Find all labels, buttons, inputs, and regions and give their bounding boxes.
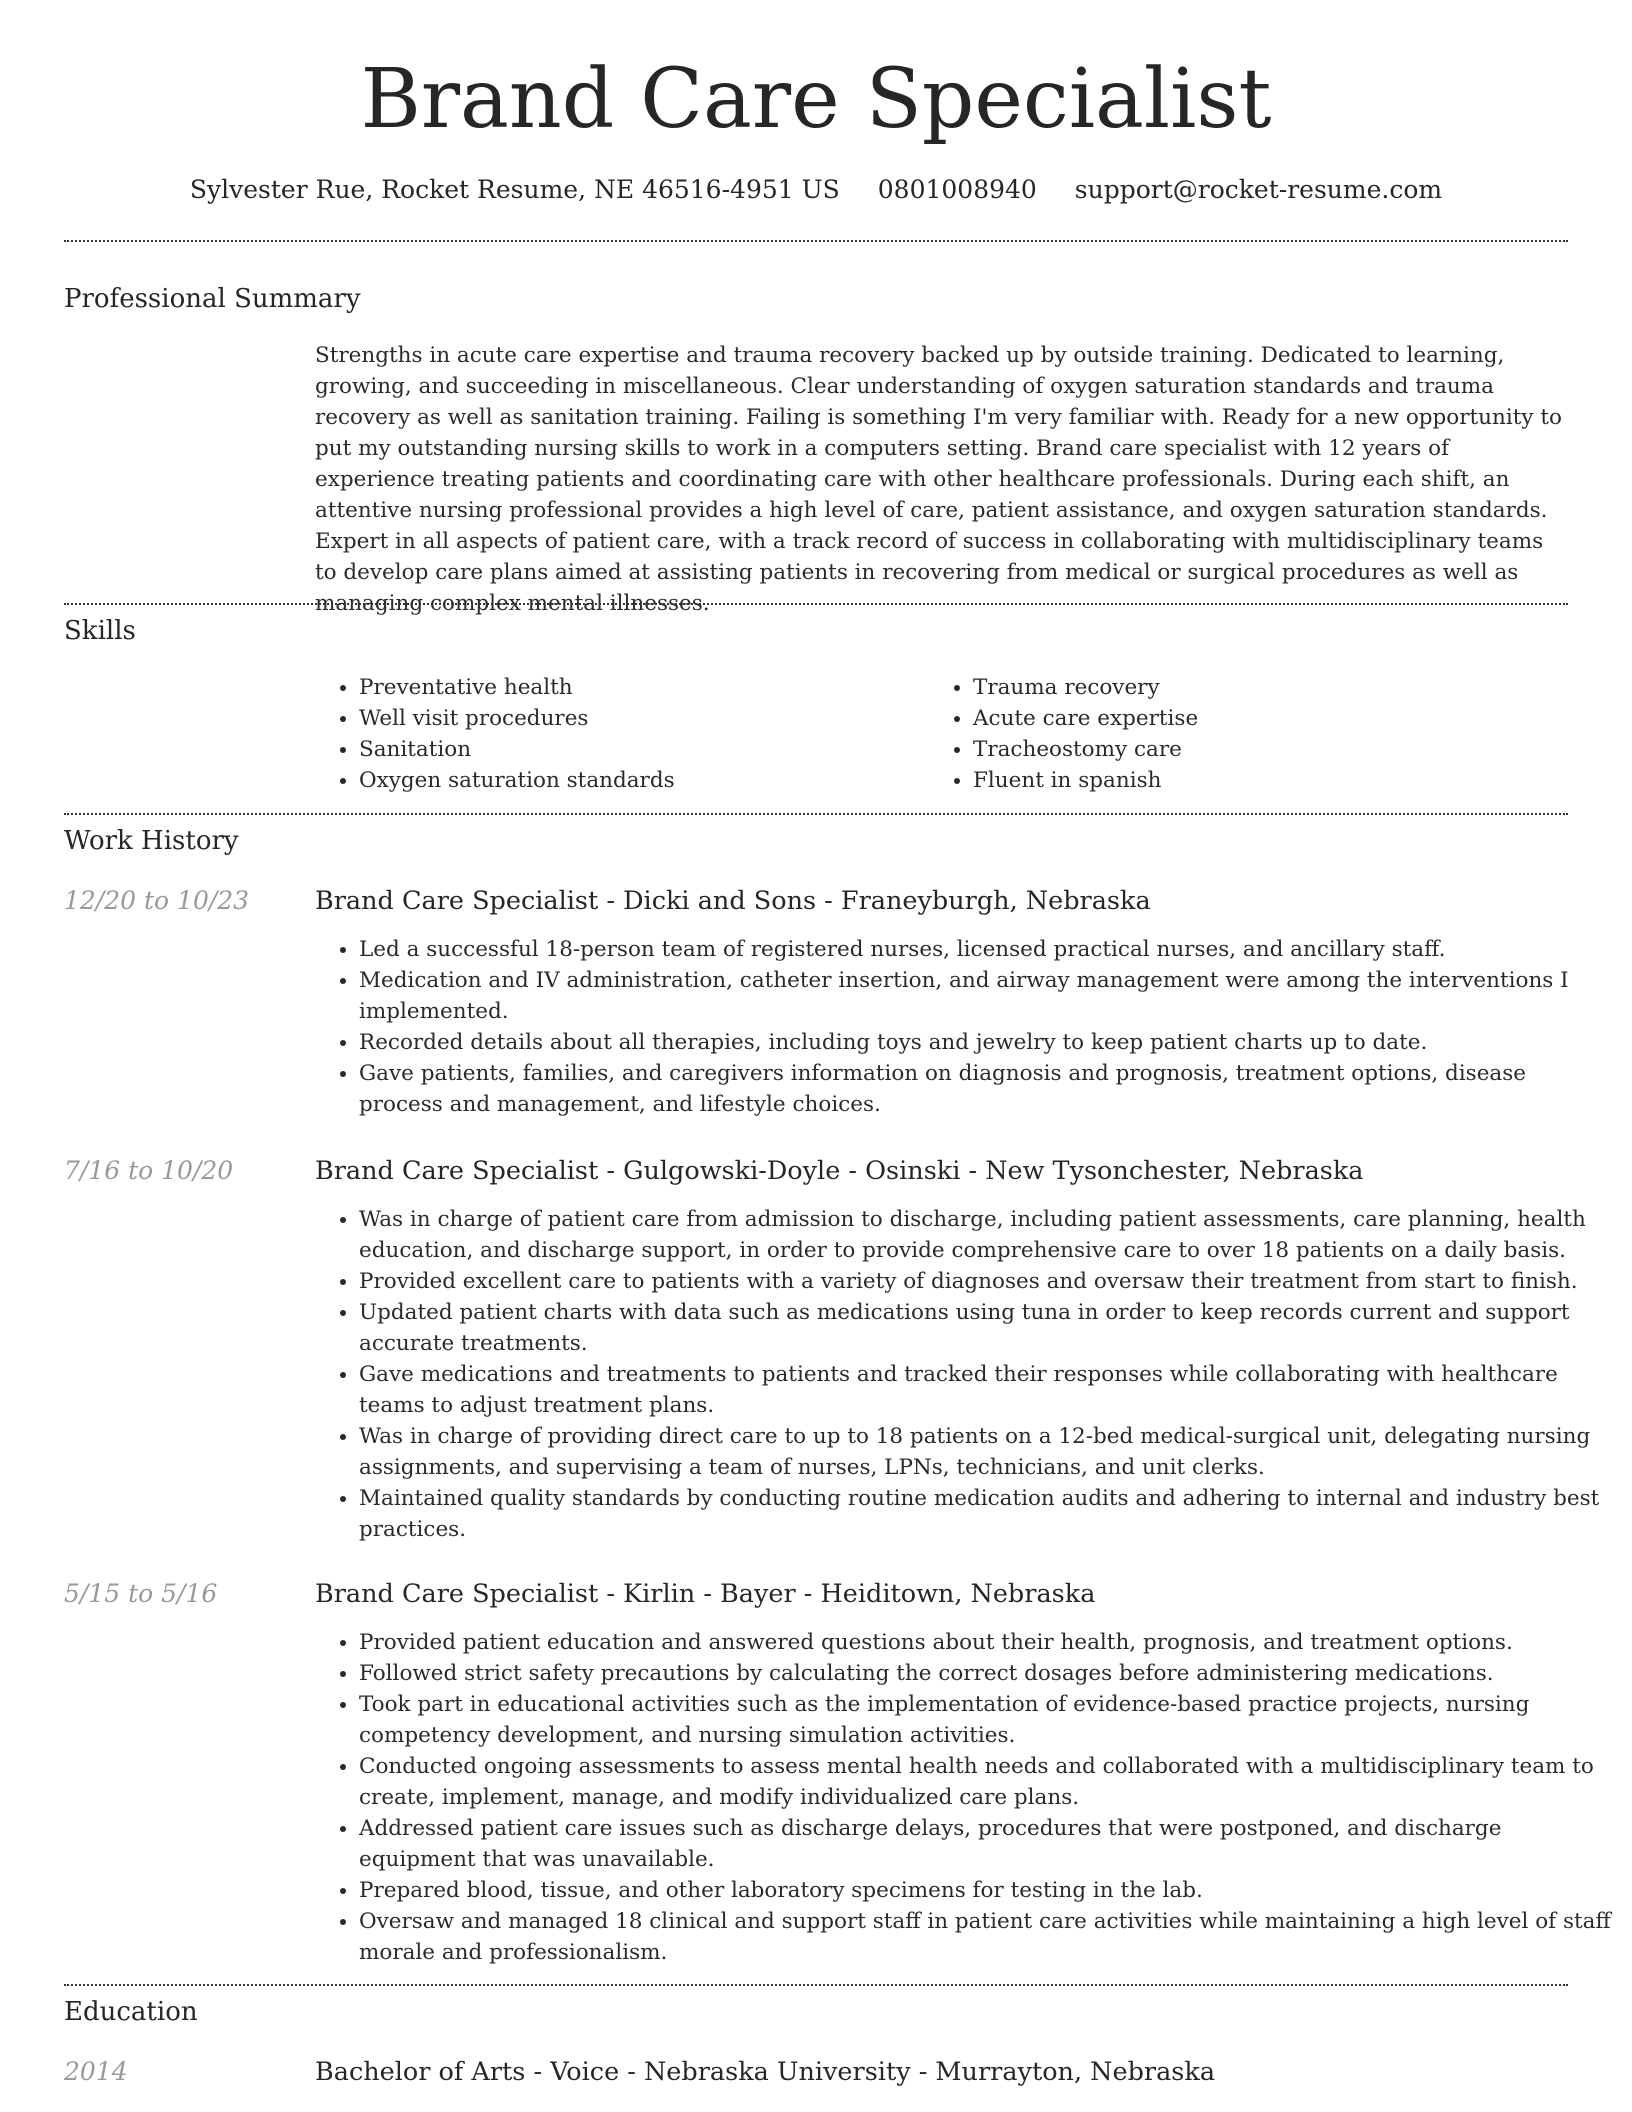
education-title xyxy=(315,2055,1215,2089)
job-details: - Dicki and Sons - Franeyburgh, Nebraska xyxy=(598,886,1151,916)
skill-item: • Sanitation xyxy=(359,734,675,765)
list-item: • Maintained quality standards by conducting routine medication audits and adhering to internal and industry best practices. xyxy=(359,1483,1616,1545)
list-item: • Updated patient charts with data such as medications using tuna in order to keep records current and support accurate treatments. xyxy=(359,1297,1616,1359)
contact-line xyxy=(0,170,1632,210)
job-bullets xyxy=(315,934,1616,1120)
list-item: • Addressed patient care issues such as discharge delays, procedures that were postponed, and discharge equipment that was unavailable. xyxy=(359,1813,1616,1875)
job-details: - Gulgowski-Doyle - Osinski - New Tysonchester, Nebraska xyxy=(598,1156,1364,1186)
list-item: • Recorded details about all therapies, including toys and jewelry to keep patient charts up to date. xyxy=(359,1027,1616,1058)
list-item: • Conducted ongoing assessments to assess mental health needs and collaborated with a multidisciplinary team to create, implement, manage, and modify individualized care plans. xyxy=(359,1751,1616,1813)
education-degree: Bachelor of Arts xyxy=(315,2057,526,2087)
section-divider xyxy=(64,240,1568,242)
job-role: Brand Care Specialist xyxy=(315,1579,599,1609)
skill-item: • Tracheostomy care xyxy=(973,734,1198,765)
job-dates: 12/20 to 10/23 xyxy=(64,886,250,915)
skills-heading: Skills xyxy=(64,616,136,646)
education-heading: Education xyxy=(64,1997,198,2027)
page-title: Brand Care Specialist xyxy=(360,52,1272,147)
contact-email: support@rocket-resume.com xyxy=(1074,175,1443,204)
work-heading: Work History xyxy=(64,826,239,856)
section-divider xyxy=(64,603,1568,605)
list-item: • Gave patients, families, and caregivers information on diagnosis and prognosis, treatment options, disease process and management, and lifestyle choices. xyxy=(359,1058,1616,1120)
list-item: • Was in charge of providing direct care to up to 18 patients on a 12-bed medical-surgical unit, delegating nursing assignments, and supervising a team of nurses, LPNs, technicians, and unit clerks. xyxy=(359,1421,1616,1483)
job-role: Brand Care Specialist xyxy=(315,886,599,916)
list-item: • Provided excellent care to patients with a variety of diagnoses and oversaw their treatment from start to finish. xyxy=(359,1266,1616,1297)
list-item: • Medication and IV administration, catheter insertion, and airway management were among the interventions I implemented. xyxy=(359,965,1616,1027)
job-dates: 7/16 to 10/20 xyxy=(64,1156,234,1185)
job-bullets xyxy=(315,1204,1616,1545)
list-item: • Followed strict safety precautions by calculating the correct dosages before administering medications. xyxy=(359,1658,1616,1689)
job-title xyxy=(315,1577,1095,1611)
job-bullets xyxy=(315,1627,1616,1968)
skill-item: • Well visit procedures xyxy=(359,703,675,734)
section-divider xyxy=(64,813,1568,815)
skill-item: • Acute care expertise xyxy=(973,703,1198,734)
job-dates: 5/15 to 5/16 xyxy=(64,1579,218,1608)
job-role: Brand Care Specialist xyxy=(315,1156,599,1186)
job-title xyxy=(315,1154,1364,1188)
contact-address: Sylvester Rue, Rocket Resume, NE 46516-4951 US xyxy=(189,175,840,204)
section-divider xyxy=(64,1984,1568,1986)
skill-item: • Oxygen saturation standards xyxy=(359,765,675,796)
list-item: • Gave medications and treatments to patients and tracked their responses while collaborating with healthcare teams to adjust treatment plans. xyxy=(359,1359,1616,1421)
list-item: • Was in charge of patient care from admission to discharge, including patient assessments, care planning, health education, and discharge support, in order to provide comprehensive care to over 18 patients on a daily basis. xyxy=(359,1204,1616,1266)
list-item: • Provided patient education and answered questions about their health, prognosis, and treatment options. xyxy=(359,1627,1616,1658)
list-item: • Led a successful 18-person team of registered nurses, licensed practical nurses, and ancillary staff. xyxy=(359,934,1616,965)
summary-heading: Professional Summary xyxy=(64,284,361,314)
list-item: • Prepared blood, tissue, and other laboratory specimens for testing in the lab. xyxy=(359,1875,1616,1906)
list-item: • Took part in educational activities such as the implementation of evidence-based practice projects, nursing competency development, and nursing simulation activities. xyxy=(359,1689,1616,1751)
skill-item: • Trauma recovery xyxy=(973,672,1198,703)
education-year: 2014 xyxy=(64,2057,128,2086)
skill-item: • Fluent in spanish xyxy=(973,765,1198,796)
job-details: - Kirlin - Bayer - Heiditown, Nebraska xyxy=(598,1579,1096,1609)
contact-phone: 0801008940 xyxy=(877,175,1037,204)
list-item: • Oversaw and managed 18 clinical and support staff in patient care activities while maintaining a high level of staff morale and professionalism. xyxy=(359,1906,1616,1968)
education-details: - Voice - Nebraska University - Murrayton, Nebraska xyxy=(525,2057,1216,2087)
skills-list-right xyxy=(929,672,1198,796)
job-title xyxy=(315,884,1151,918)
skill-item: • Preventative health xyxy=(359,672,675,703)
summary-text: Strengths in acute care expertise and trauma recovery backed up by outside training. Dedicated to learning, growing, and succeeding in miscellaneous. Clear understanding of oxygen saturation standards and trauma recovery as well as sanitation training. Failing is something I'm very familiar with. Ready for a new opportunity to put my outstanding nursing skills to work in a computers setting. Brand care specialist with 12 years of experience treating patients and coordinating care with other healthcare professionals. During each shift, an attentive nursing professional provides a high level of care, patient assistance, and oxygen saturation standards. Expert in all aspects of patient care, with a track record of success in collaborating with multidisciplinary teams to develop care plans aimed at assisting patients in recovering from medical or surgical procedures as well as managing complex mental illnesses. xyxy=(315,343,1562,616)
skills-list-left xyxy=(315,672,675,796)
